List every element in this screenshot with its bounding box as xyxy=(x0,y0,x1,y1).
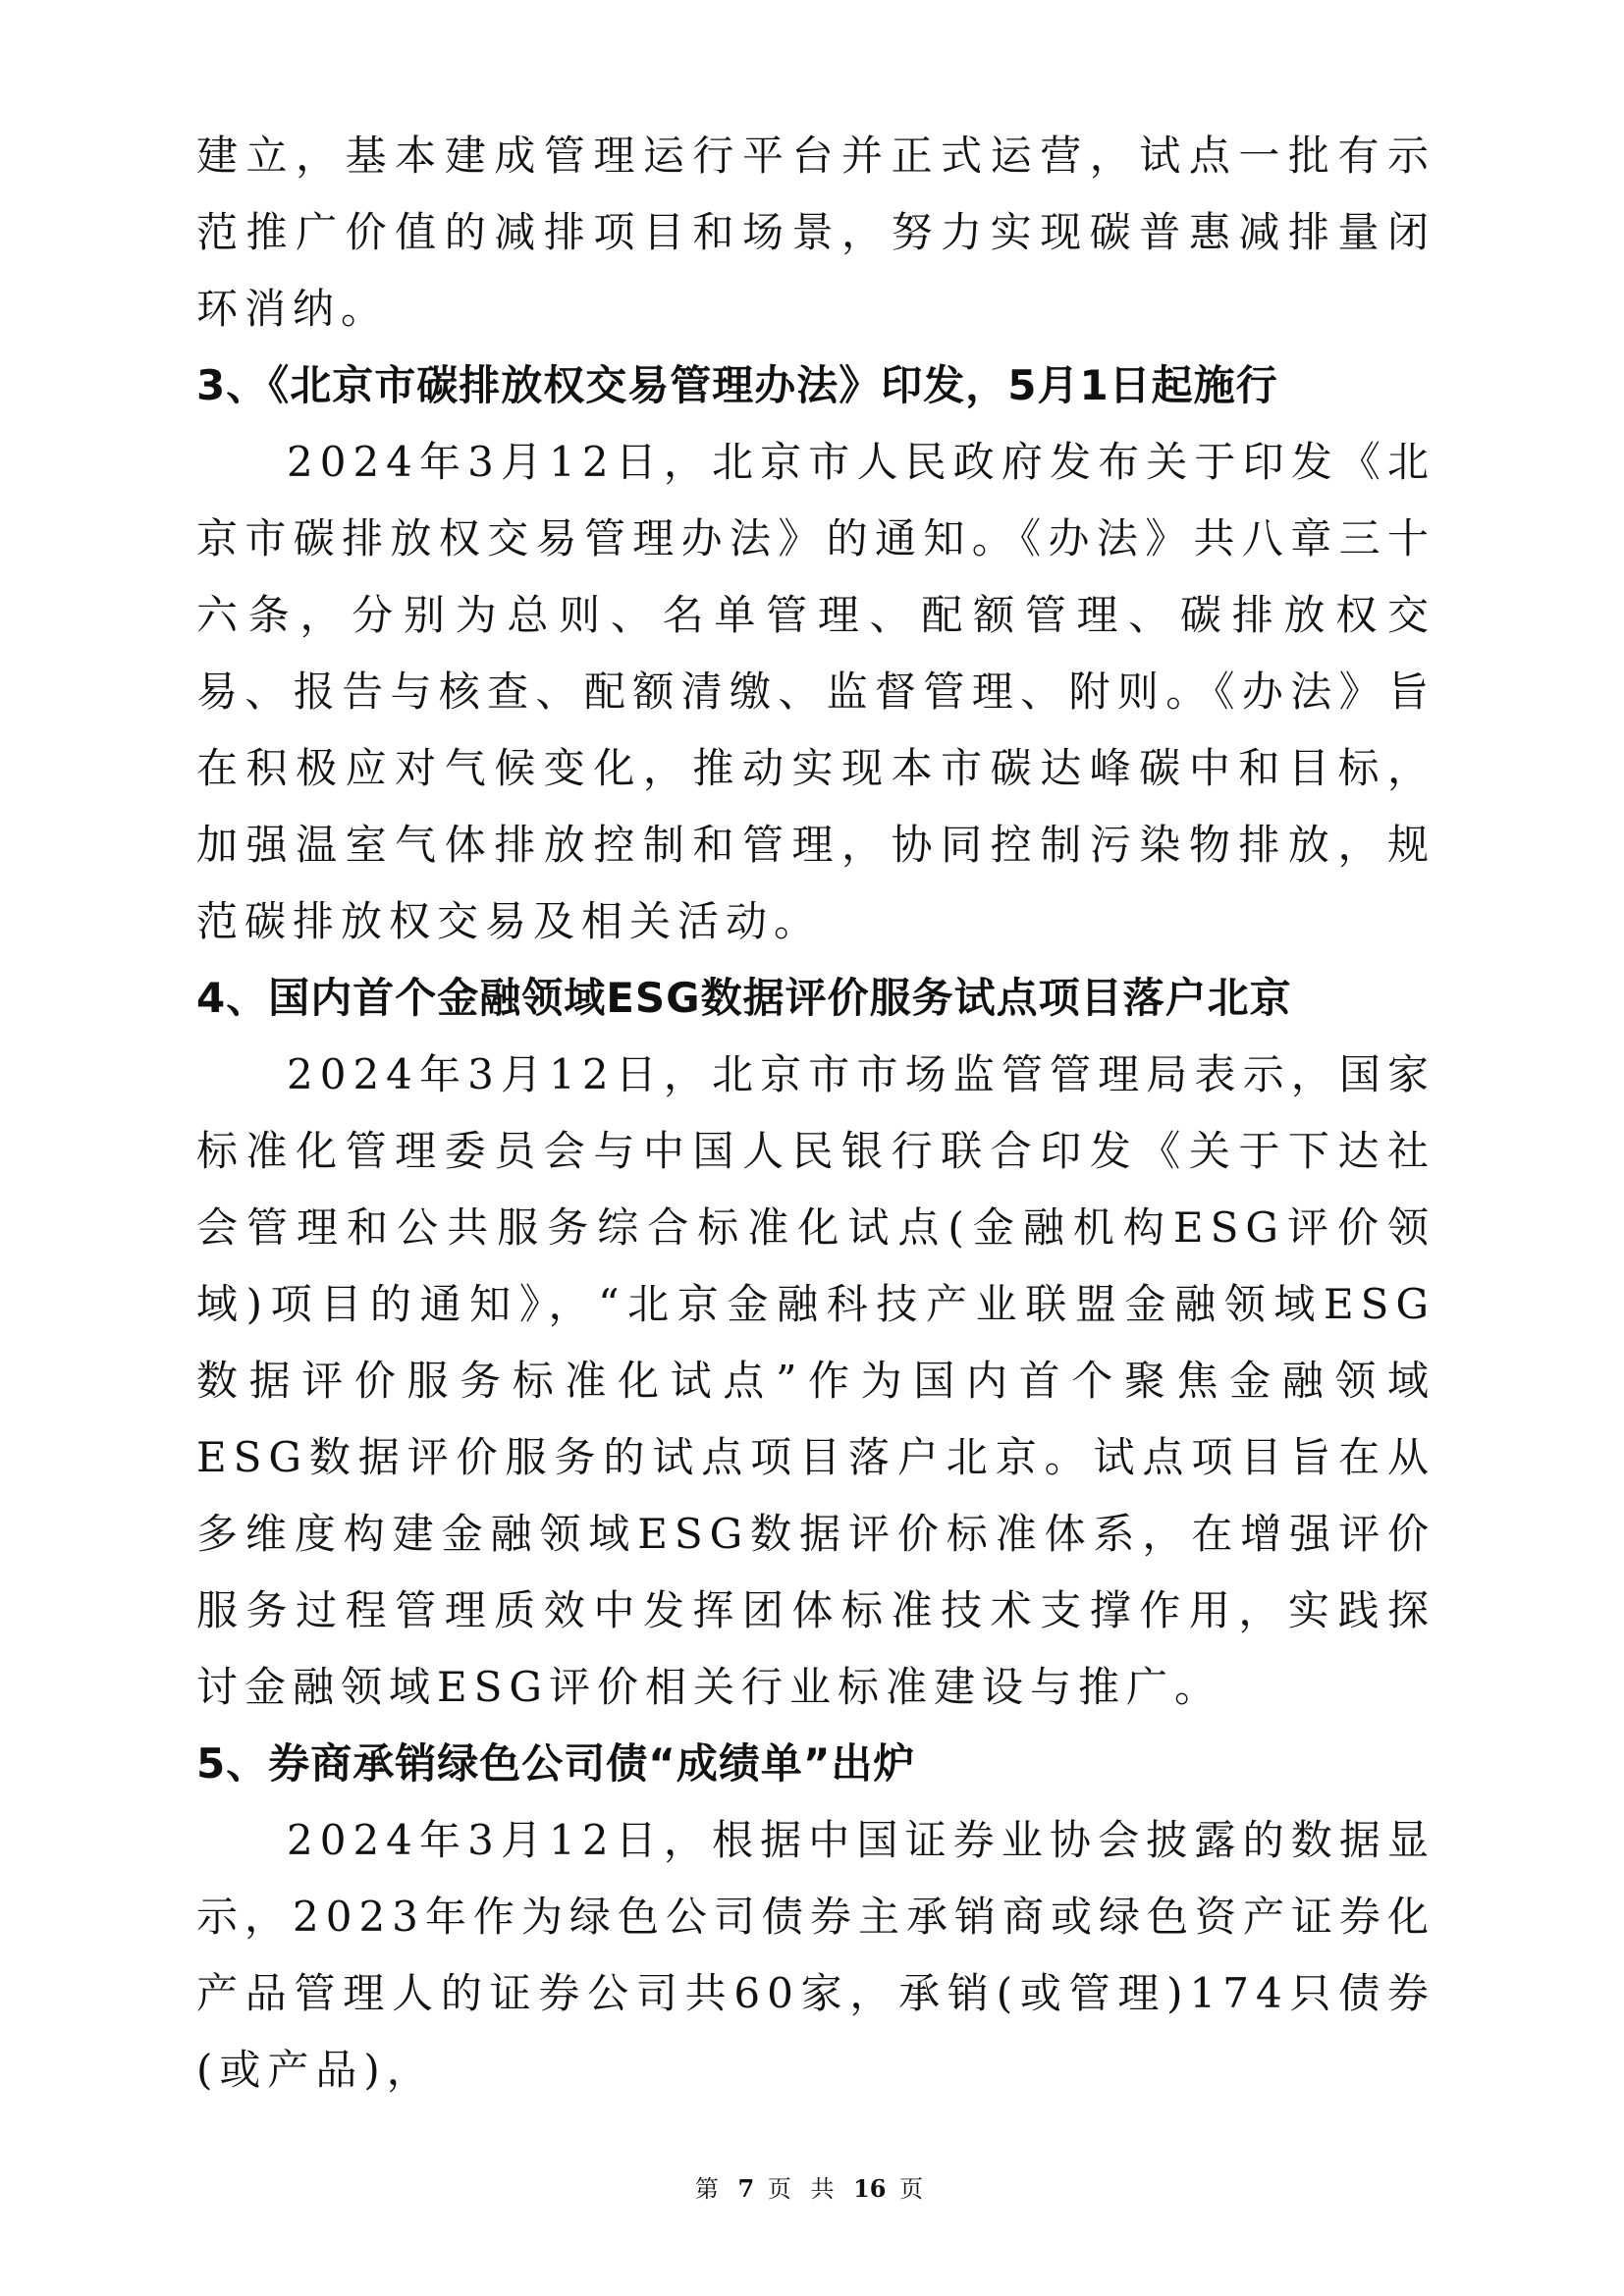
section-4-paragraph: 2024年3月12日，北京市市场监管管理局表示，国家标准化管理委员会与中国人民银行联合印发《关于下达社会管理和公共服务综合标准化试点(金融机构ESG评价领域)项目的通知》，“北京金融科技产业联盟金融领域ESG数据评价服务标准化试点”作为国内首个聚焦金融领域ESG数据评价服务的试点项目落户北京。试点项目旨在从多维度构建金融领域ESG数据评价标准体系，在增强评价服务过程管理质效中发挥团体标准技术支撑作用，实践探讨金融领域ESG评价相关行业标准建设与推广。 xyxy=(196,1050,1435,1711)
section-5-heading: 5、券商承销绿色公司债“成绩单”出炉 xyxy=(196,1739,916,1788)
page-footer xyxy=(0,2169,1624,2204)
intro-paragraph: 建立，基本建成管理运行平台并正式运营，试点一批有示范推广价值的减排项目和场景，努力实现碳普惠减排量闭环消纳。 xyxy=(196,132,1435,333)
footer-total-pages: 16 xyxy=(853,2174,887,2203)
section-3-heading: 3、《北京市碳排放权交易管理办法》印发，5月1日起施行 xyxy=(196,361,1278,409)
footer-page-number: 7 xyxy=(737,2174,755,2203)
section-4-heading: 4、国内首个金融领域ESG数据评价服务试点项目落户北京 xyxy=(196,974,1292,1022)
section-3-paragraph: 2024年3月12日，北京市人民政府发布关于印发《北京市碳排放权交易管理办法》的通知。《办法》共八章三十六条，分别为总则、名单管理、配额管理、碳排放权交易、报告与核查、配额清缴、监督管理、附则。《办法》旨在积极应对气候变化，推动实现本市碳达峰碳中和目标，加强温室气体排放控制和管理，协同控制污染物排放，规范碳排放权交易及相关活动。 xyxy=(196,438,1435,945)
footer-middle: 页 共 xyxy=(767,2175,840,2203)
section-5-paragraph: 2024年3月12日，根据中国证券业协会披露的数据显示，2023年作为绿色公司债券主承销商或绿色资产证券化产品管理人的证券公司共60家，承销(或管理)174只债券(或产品)， xyxy=(196,1816,1435,2094)
document-body xyxy=(196,118,1435,2109)
footer-suffix: 页 xyxy=(899,2175,930,2203)
footer-prefix: 第 xyxy=(694,2175,725,2203)
